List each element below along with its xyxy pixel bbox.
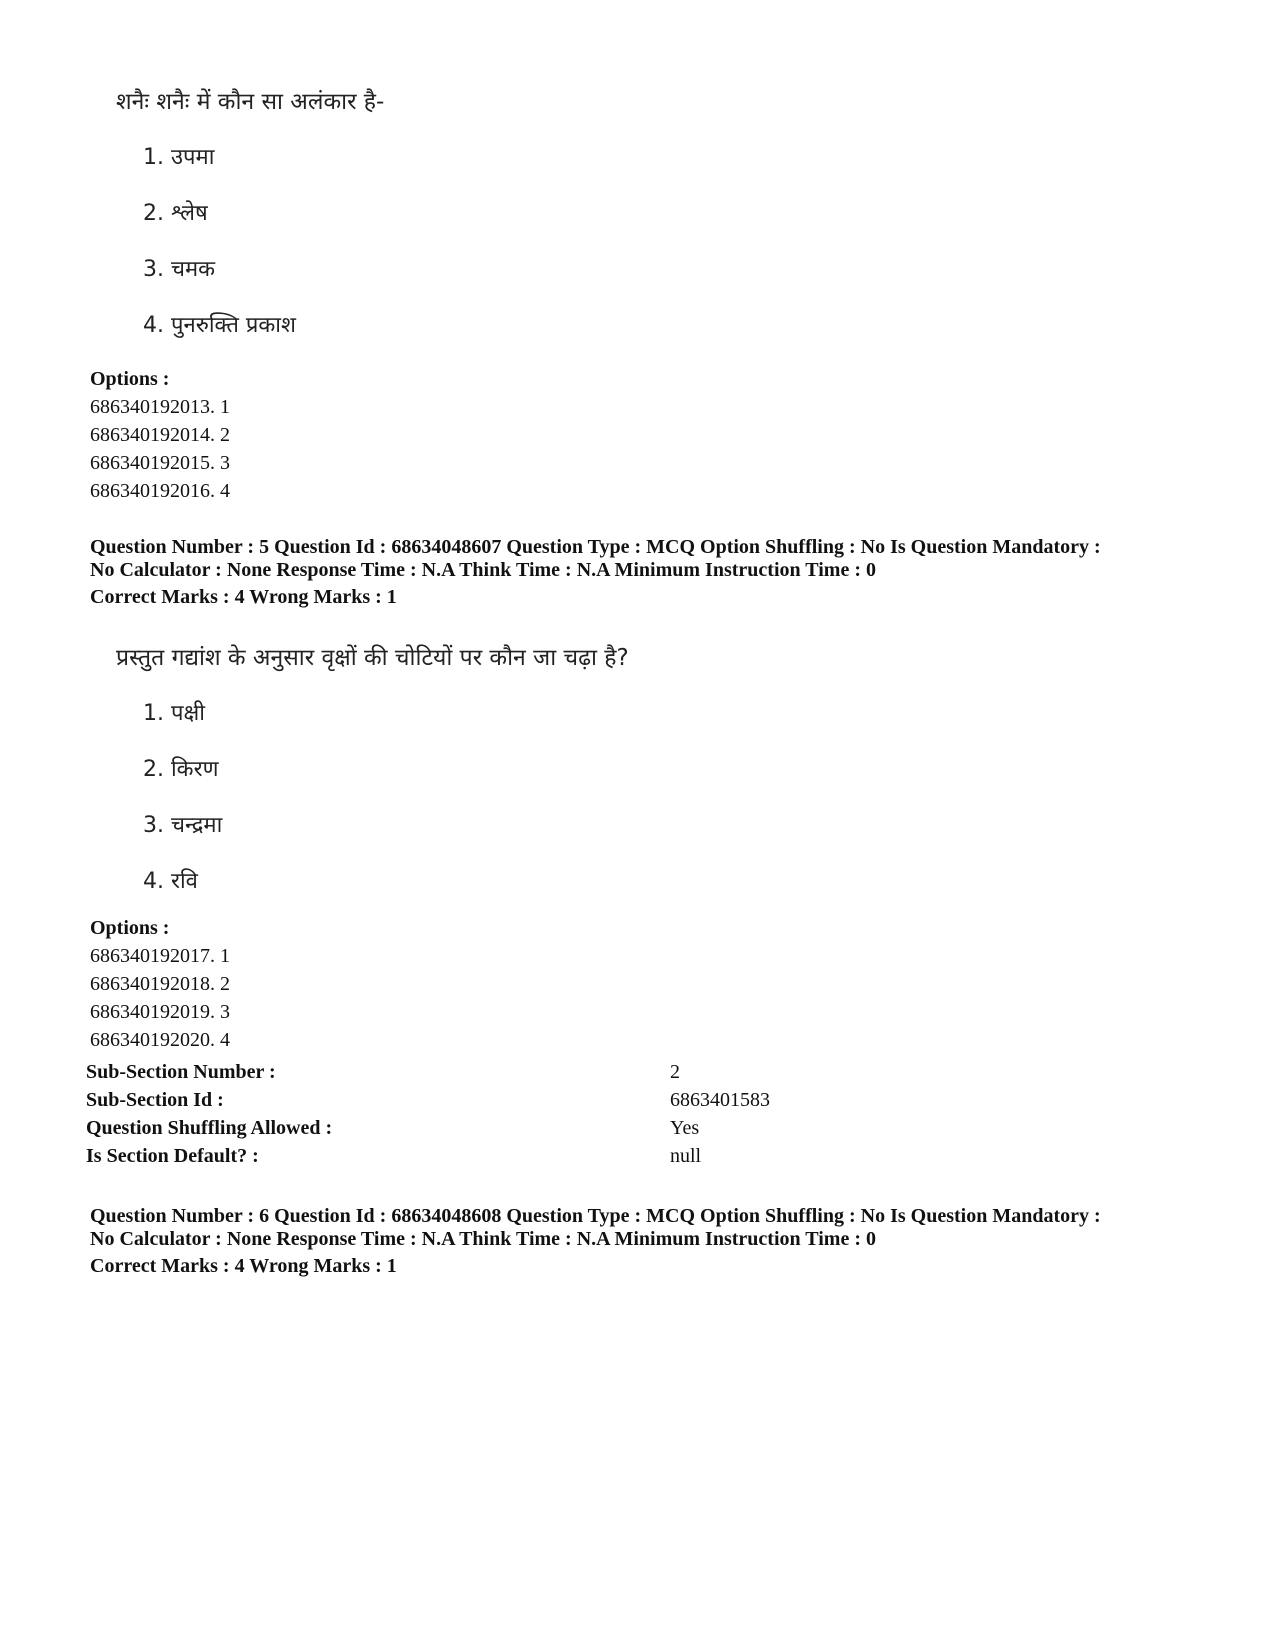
question-4-option-3: 686340192015. 3 [90,452,230,474]
subsection-number-value: 2 [670,1061,680,1083]
question-5-meta-line-2: No Calculator : None Response Time : N.A Think Time : N.A Minimum Instruction Time : 0 [90,559,876,581]
question-5-choice-3: 3. चन्द्रमा [143,813,223,838]
question-5-option-1: 686340192017. 1 [90,945,230,967]
subsection-number-label: Sub-Section Number : [86,1061,276,1083]
question-5-option-2: 686340192018. 2 [90,973,230,995]
question-4-choice-3: 3. चमक [143,257,216,282]
question-6-meta-line-2: No Calculator : None Response Time : N.A Think Time : N.A Minimum Instruction Time : 0 [90,1228,876,1250]
question-4-choice-1: 1. उपमा [143,145,215,170]
question-5-option-3: 686340192019. 3 [90,1001,230,1023]
subsection-id-value: 6863401583 [670,1089,770,1111]
question-5-choice-4: 4. रवि [143,869,198,894]
question-4-option-4: 686340192016. 4 [90,480,230,502]
question-5-marks: Correct Marks : 4 Wrong Marks : 1 [90,586,397,608]
question-4-prompt: शनैः शनैः में कौन सा अलंकार है- [116,89,385,115]
section-default-value: null [670,1145,702,1167]
question-5-meta-line-1: Question Number : 5 Question Id : 68634048607 Question Type : MCQ Option Shuffling : No Is Question Mandatory : [90,536,1101,558]
question-shuffling-value: Yes [670,1117,700,1139]
question-5-choice-1: 1. पक्षी [143,701,205,726]
subsection-id-label: Sub-Section Id : [86,1089,224,1111]
question-4-option-2: 686340192014. 2 [90,424,230,446]
question-6-meta [90,1205,1101,1251]
question-4-options-label: Options : [90,368,170,390]
question-5-choice-2: 2. किरण [143,757,219,782]
question-6-meta-line-1: Question Number : 6 Question Id : 68634048608 Question Type : MCQ Option Shuffling : No Is Question Mandatory : [90,1205,1101,1227]
question-6-marks: Correct Marks : 4 Wrong Marks : 1 [90,1255,397,1277]
question-4-choice-2: 2. श्लेष [143,201,208,226]
question-4-option-1: 686340192013. 1 [90,396,230,418]
question-5-meta [90,536,1101,582]
section-default-label: Is Section Default? : [86,1145,259,1167]
question-shuffling-label: Question Shuffling Allowed : [86,1117,333,1139]
question-5-prompt: प्रस्तुत गद्यांश के अनुसार वृक्षों की चोटियों पर कौन जा चढ़ा है? [116,645,629,671]
question-5-options-label: Options : [90,917,170,939]
question-4-choice-4: 4. पुनरुक्ति प्रकाश [143,313,296,338]
question-5-option-4: 686340192020. 4 [90,1029,230,1051]
